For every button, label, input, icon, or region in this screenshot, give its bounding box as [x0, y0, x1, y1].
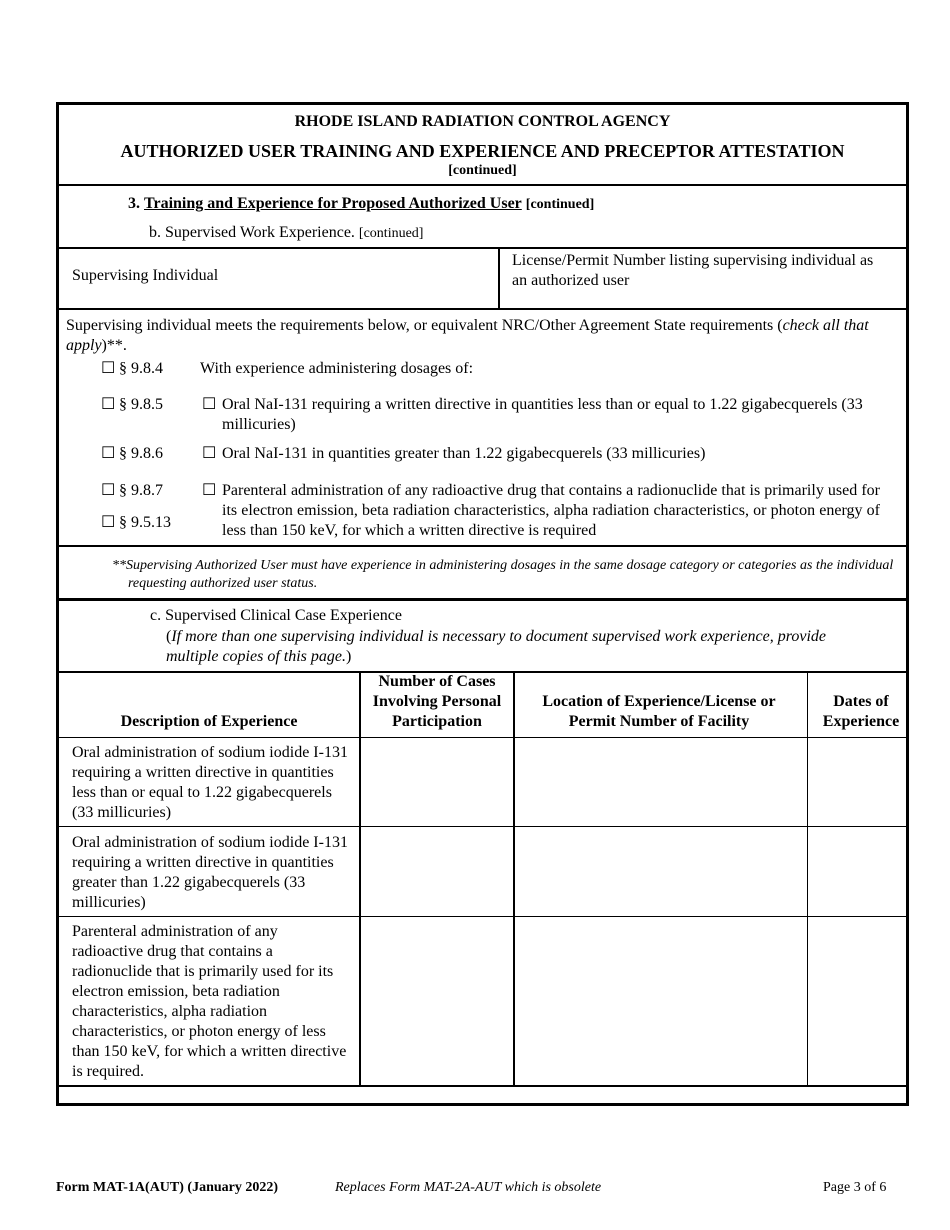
section-3-heading — [128, 194, 594, 215]
note-text: If more than one supervising individual is necessary to document supervised work experience, provide multiple copies of this page. — [166, 628, 826, 665]
note-close: ) — [345, 648, 352, 665]
checkbox-icon: ☐ — [101, 482, 116, 499]
form-title: AUTHORIZED USER TRAINING AND EXPERIENCE AND PRECEPTOR ATTESTATION — [120, 141, 845, 161]
section-ref: § 9.8.6 — [119, 445, 163, 462]
checkbox-icon: ☐ — [101, 396, 116, 413]
intro-text: Supervising individual meets the requirements below, or equivalent NRC/Other Agreement State requirements ( — [66, 317, 783, 334]
requirement-text-9-8-4: With experience administering dosages of: — [200, 360, 474, 377]
requirement-text-9-8-5: Oral NaI-131 requiring a written directive in quantities less than or equal to 1.22 gigabecquerels (33 millicuries) — [222, 396, 863, 433]
col-header-cases: Number of Cases Involving Personal Participation — [372, 673, 502, 730]
checkbox-9-8-7[interactable] — [101, 481, 163, 501]
checkbox-icon: ☐ — [101, 514, 116, 531]
section-title: Training and Experience for Proposed Authorized User — [144, 195, 522, 212]
replaces-note: Replaces Form MAT-2A-AUT which is obsolete — [335, 1180, 602, 1195]
intro-end: )**. — [101, 337, 127, 354]
note-open: ( — [166, 628, 172, 645]
requirement-text-9-8-7: Parenteral administration of any radioactive drug that contains a radionuclide that is primarily used for its electron emission, beta radiation characteristics, alpha radiation characteristics, or photon energy of less than 150 keV, for which a written directive is required — [222, 482, 880, 539]
option-checkbox-9-8-5[interactable]: ☐ — [202, 396, 217, 413]
sub-b-continued: [continued] — [358, 226, 424, 241]
option-checkbox-9-8-6[interactable]: ☐ — [202, 445, 217, 462]
checkbox-9-8-6[interactable] — [101, 444, 163, 464]
form-id: Form MAT-1A(AUT) (January 2022) — [56, 1180, 279, 1195]
table-row-1-description: Oral administration of sodium iodide I-131 requiring a written directive in quantities less than or equal to 1.22 gigabecquerels (33 millicuries) — [72, 744, 348, 821]
section-ref: § 9.8.5 — [119, 396, 163, 413]
checkbox-9-8-5[interactable] — [101, 395, 163, 415]
header-continued: [continued] — [448, 163, 517, 178]
license-permit-label: License/Permit Number listing supervising individual as an authorized user — [512, 252, 874, 289]
checkbox-9-8-4[interactable] — [101, 359, 163, 379]
page-number: Page 3 of 6 — [823, 1180, 887, 1195]
footnote: **Supervising Authorized User must have experience in administering dosages in the same dosage category or categories as the individual requesting authorized user status. — [112, 558, 894, 591]
option-checkbox-9-8-7[interactable]: ☐ — [202, 482, 217, 499]
form-frame — [56, 102, 909, 1106]
section-ref: § 9.5.13 — [119, 514, 171, 531]
sub-c-heading: c. Supervised Clinical Case Experience — [150, 607, 402, 624]
table-row-2-description: Oral administration of sodium iodide I-131 requiring a written directive in quantities greater than 1.22 gigabecquerels (33 millicuries) — [72, 834, 348, 911]
sub-c-note — [166, 627, 881, 667]
requirements-intro — [66, 316, 896, 356]
agency-name: RHODE ISLAND RADIATION CONTROL AGENCY — [294, 113, 671, 130]
section-number: 3. — [128, 195, 140, 212]
col-header-dates: Dates of Experience — [822, 693, 900, 730]
sub-b-heading — [149, 223, 423, 244]
table-row-3-description: Parenteral administration of any radioactive drug that contains a radionuclide that is primarily used for its electron emission, beta radiation characteristics, alpha radiation characteristics, or photon energy of less than 150 keV, for which a written directive is required. — [72, 923, 347, 1080]
requirement-text-9-8-6: Oral NaI-131 in quantities greater than 1.22 gigabecquerels (33 millicuries) — [222, 445, 706, 462]
checkbox-icon: ☐ — [101, 360, 116, 377]
section-ref: § 9.8.4 — [119, 360, 163, 377]
col-header-description: Description of Experience — [120, 713, 298, 730]
col-header-location: Location of Experience/License or Permit Number of Facility — [542, 693, 776, 730]
section-ref: § 9.8.7 — [119, 482, 163, 499]
supervising-individual-label: Supervising Individual — [72, 267, 219, 284]
sub-b-label: b. Supervised Work Experience. — [149, 224, 355, 241]
checkbox-9-5-13[interactable] — [101, 513, 171, 533]
intro-italic: check all that apply — [66, 317, 869, 354]
section-continued: [continued] — [525, 197, 595, 212]
checkbox-icon: ☐ — [101, 445, 116, 462]
